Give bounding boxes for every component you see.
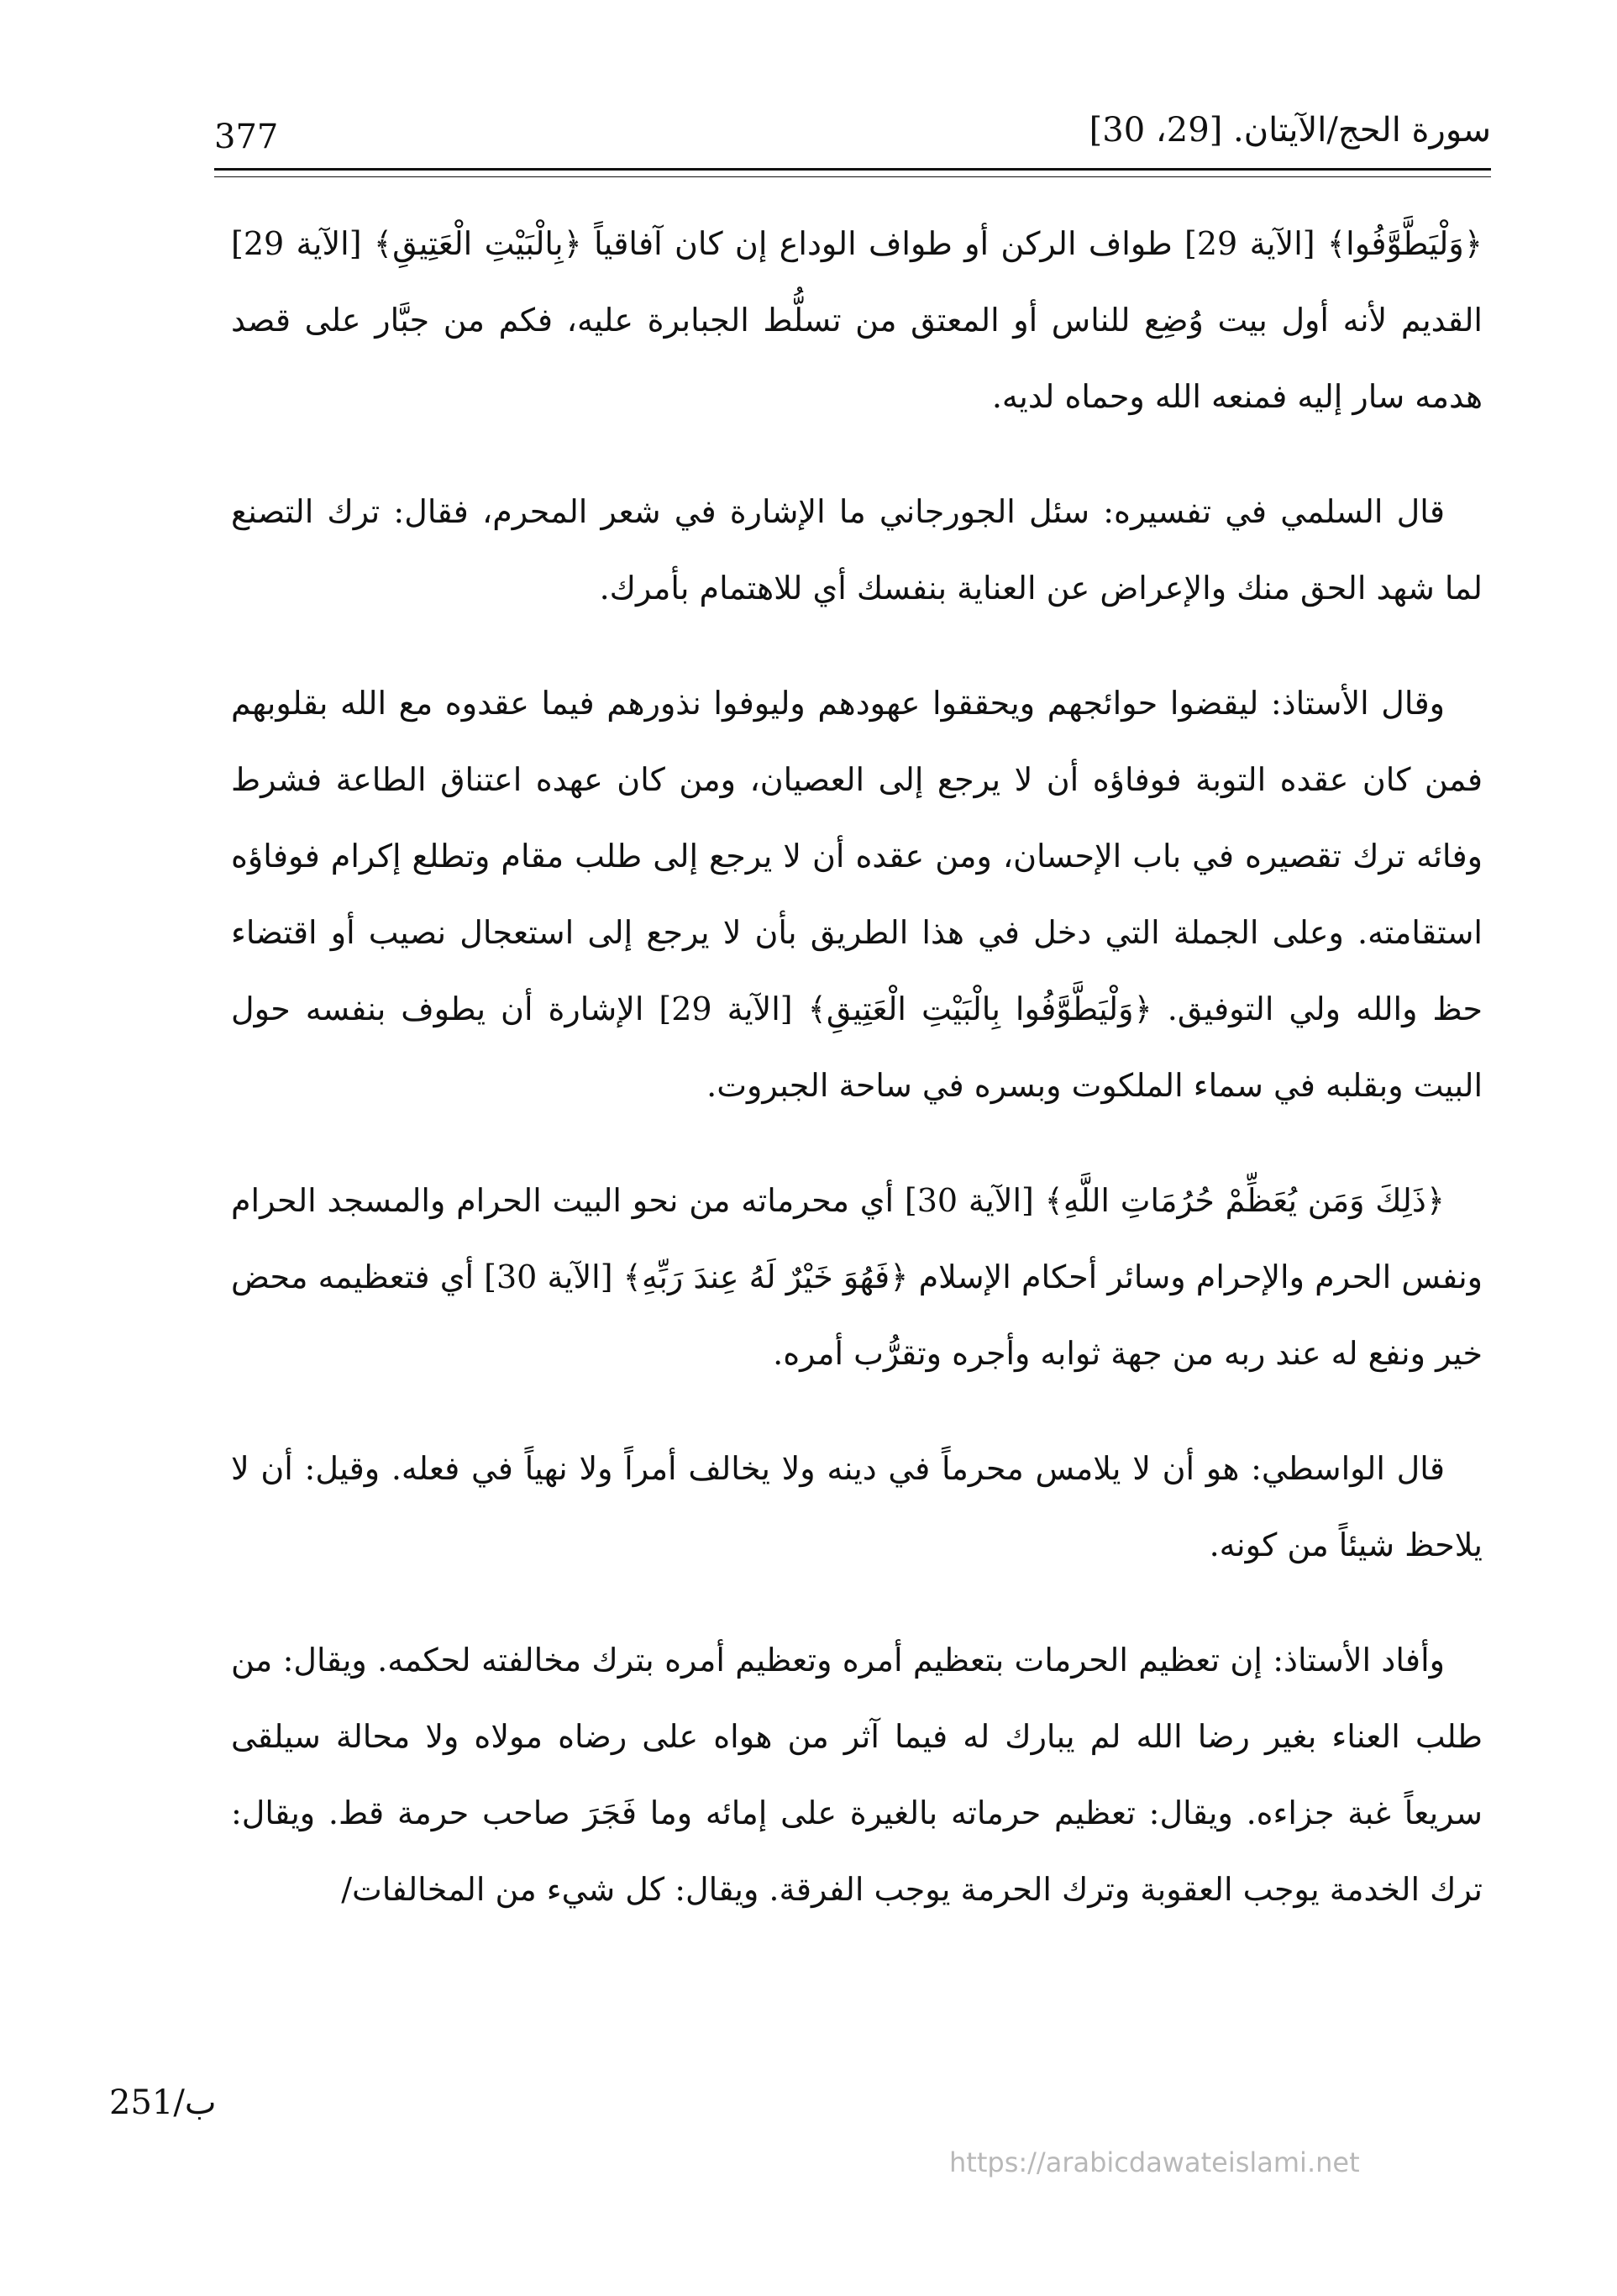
body-text (231, 206, 1483, 1967)
paragraph-3: وقال الأستاذ: ليقضوا حوائجهم ويحققوا عهودهم وليوفوا نذورهم فيما عقدوه مع الله بقلوبهم فمن كان عقده التوبة فوفاؤه أن لا يرجع إلى العصيان، ومن كان عهده اعتناق الطاعة فشرط وفائه ترك تقصيره في باب الإحسان، ومن عقده أن لا يرجع إلى طلب مقام وتطلع إكرام فوفاؤه استقامته. وعلى الجملة التي دخل في هذا الطريق بأن لا يرجع إلى استعجال نصيب أو اقتضاء حظ والله ولي التوفيق. ﴿وَلْيَطَّوَّفُوا بِالْبَيْتِ الْعَتِيقِ﴾ [الآية 29] الإشارة أن يطوف بنفسه حول البيت وبقلبه في سماء الملكوت وبسره في ساحة الجبروت. (231, 685, 1483, 1104)
page-number: 377 (214, 118, 279, 156)
paragraph-6: وأفاد الأستاذ: إن تعظيم الحرمات بتعظيم أمره وتعظيم أمره بترك مخالفته لحكمه. ويقال: من طلب العناء بغير رضا الله لم يبارك له فيما آثر من هواه على رضاه مولاه ولا محالة سيلقى سريعاً غبة جزاءه. ويقال: تعظيم حرماته بالغيرة على إمائه وما فَجَرَ صاحب حرمة قط. ويقال: ترك الخدمة يوجب العقوبة وترك الحرمة يوجب الفرقة. ويقال: كل شيء من المخالفات/ (231, 1642, 1483, 1908)
paragraph-4: ﴿ذَلِكَ وَمَن يُعَظِّمْ حُرُمَاتِ اللَّهِ﴾ [الآية 30] أي محرماته من نحو البيت الحرام والمسجد الحرام ونفس الحرم والإحرام وسائر أحكام الإسلام ﴿فَهُوَ خَيْرٌ لَهُ عِندَ رَبِّهِ﴾ [الآية 30] أي فتعظيمه محض خير ونفع له عند ربه من جهة ثوابه وأجره وتقرُّب أمره. (231, 1182, 1483, 1372)
folio-mark: 251/ب (109, 2083, 217, 2122)
header-rule (214, 168, 1491, 171)
paragraph-2: قال السلمي في تفسيره: سئل الجورجاني ما الإشارة في شعر المحرم، فقال: ترك التصنع لما شهد الحق منك والإعراض عن العناية بنفسك أي للاهتمام بأمرك. (231, 493, 1483, 607)
paragraph-5: قال الواسطي: هو أن لا يلامس محرماً في دينه ولا يخالف أمراً ولا نهياً في فعله. وقيل: أن لا يلاحظ شيئاً من كونه. (231, 1450, 1483, 1563)
paragraph-1: ﴿وَلْيَطَّوَّفُوا﴾ [الآية 29] طواف الركن أو طواف الوداع إن كان آفاقياً ﴿بِالْبَيْتِ الْعَتِيقِ﴾ [الآية 29] القديم لأنه أول بيت وُضِع للناس أو المعتق من تسلُّط الجبابرة عليه، فكم من جبَّار على قصد هدمه سار إليه فمنعه الله وحماه لديه. (231, 225, 1483, 415)
watermark: https://arabicdawateislami.net (949, 2146, 1360, 2178)
running-head: سورة الحج/الآيتان. [29، 30] (1089, 111, 1491, 150)
header-rule-thin (214, 176, 1491, 177)
